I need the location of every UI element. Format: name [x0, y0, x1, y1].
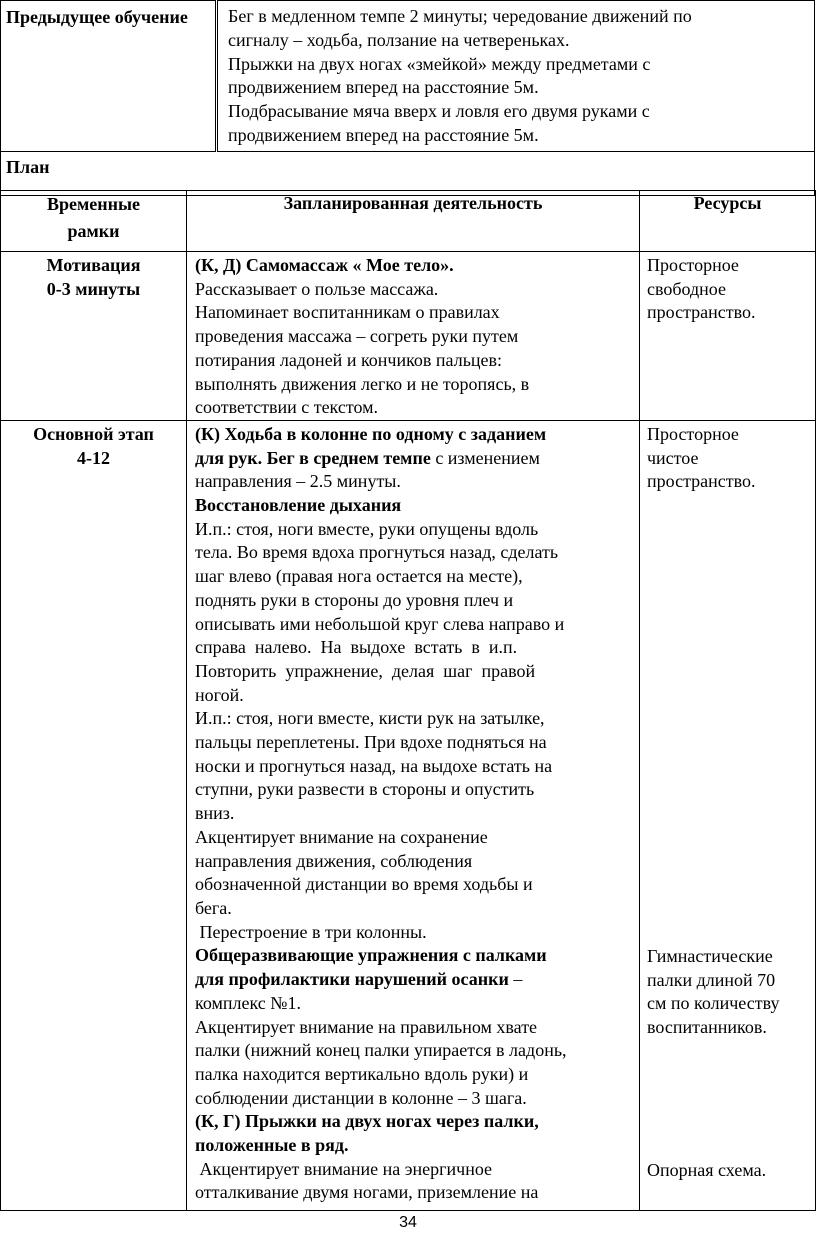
resource-line: свободное: [647, 278, 727, 299]
activity-line: Напоминает воспитанникам о правилах: [195, 302, 500, 323]
row-resources-motivation: [640, 252, 816, 421]
exercise-line: Повторить упражнение, делая шаг правой: [195, 660, 536, 681]
activity-line: потирания ладоней и кончиков пальцев:: [195, 349, 503, 370]
exercise-line: поднять руки в стороны до уровня плеч и: [195, 589, 514, 610]
activity-line: выполнять движения легко и не торопясь, в: [195, 373, 530, 394]
accent-line: бега.: [195, 897, 232, 918]
table-row: [1, 252, 816, 421]
header-activity: [187, 191, 640, 252]
time-label: Мотивация: [46, 255, 141, 275]
accent-line: отталкивание двумя ногами, приземление на: [195, 1182, 539, 1203]
jump-title: (К, Г) Прыжки на двух ногах через палки,: [195, 1111, 539, 1132]
prev-line: продвижением вперед на расстояние 5м.: [228, 77, 539, 98]
previous-learning-content: [217, 1, 815, 152]
accent-line: Акцентирует внимание на энергичное: [195, 1158, 493, 1179]
accent-line: Акцентирует внимание на правильном хвате: [195, 1016, 538, 1037]
activity-text: с изменением: [430, 447, 540, 468]
header-resources: [640, 191, 816, 252]
activity-line: Рассказывает о пользе массажа.: [195, 278, 439, 299]
plan-heading-text: План: [6, 157, 50, 177]
exercise-line: описывать ими небольшой круг слева направо и: [195, 613, 565, 634]
accent-line: палка находится вертикально вдоль руки) и: [195, 1063, 529, 1084]
general-exercises-line: [195, 968, 629, 992]
prev-line: Подбрасывание мяча вверх и ловля его двумя руками с: [228, 101, 650, 122]
header-time: [1, 191, 187, 252]
time-range: 0-3 минуты: [46, 278, 141, 299]
activity-bold: для рук. Бег в среднем темпе: [195, 447, 431, 468]
prev-line: Прыжки на двух ногах «змейкой» между предметами с: [228, 53, 651, 74]
exercise-line: И.п.: стоя, ноги вместе, руки опущены вдоль: [195, 518, 539, 539]
prev-line: продвижением вперед на расстояние 5м.: [228, 124, 539, 145]
resource-line: палки длиной 70: [647, 969, 776, 990]
previous-learning-label-text: Предыдущее обучение: [6, 7, 188, 27]
exercise-line: ногой.: [195, 684, 244, 705]
resource-line: Просторное: [647, 255, 739, 275]
header-activity-text: Запланированная деятельность: [283, 193, 543, 213]
breathing-title: Восстановление дыхания: [195, 495, 402, 516]
page-number: 34: [399, 1214, 417, 1231]
resource-line: чистое: [647, 447, 699, 468]
spacer: [647, 1040, 811, 1159]
accent-line: обозначенной дистанции во время ходьбы и: [195, 874, 533, 895]
row-activity-motivation: [187, 252, 640, 421]
accent-line: Акцентирует внимание на сохранение: [195, 826, 488, 847]
general-exercises-title: Общеразвивающие упражнения с палками: [195, 945, 547, 966]
exercise-line: шаг влево (правая нога остается на месте),: [195, 566, 523, 587]
activity-line: [195, 447, 629, 471]
accent-line: палки (нижний конец палки упирается в ладонь,: [195, 1040, 567, 1061]
accent-line: соблюдении дистанции в колонне – 3 шага.: [195, 1087, 527, 1108]
regroup-line: Перестроение в три колонны.: [195, 921, 427, 942]
general-exercises-text: –: [508, 969, 523, 990]
exercise-line: И.п.: стоя, ноги вместе, кисти рук на затылке,: [195, 708, 545, 729]
general-exercises-bold: для профилактики нарушений осанки: [195, 969, 509, 990]
row-time-main: [1, 420, 187, 1210]
header-resources-text: Ресурсы: [693, 193, 762, 213]
resource-line: пространство.: [647, 302, 756, 323]
activity-line: соответствии с текстом.: [195, 397, 379, 418]
general-exercises-line: комплекс №1.: [195, 992, 301, 1013]
prev-line: Бег в медленном темпе 2 минуты; чередование движений по: [228, 6, 692, 26]
activity-title: (К, Д) Самомассаж « Мое тело».: [195, 255, 454, 275]
resource-line: Просторное: [647, 423, 739, 444]
resource-line: см по количеству: [647, 993, 780, 1014]
exercise-line: вниз.: [195, 803, 235, 824]
time-label: Основной этап: [33, 423, 154, 444]
time-range: 4-12: [77, 447, 110, 468]
activity-line: направления – 2.5 минуты.: [195, 471, 401, 492]
accent-line: направления движения, соблюдения: [195, 850, 473, 871]
resource-line: пространство.: [647, 471, 756, 492]
activity-line: проведения массажа – согреть руки путем: [195, 326, 519, 347]
previous-learning-table: [0, 0, 815, 196]
plan-table-header: [1, 191, 816, 252]
row-resources-main: [640, 420, 816, 1210]
plan-heading: [1, 152, 815, 196]
jump-title: положенные в ряд.: [195, 1135, 349, 1156]
row-activity-main: [187, 420, 640, 1210]
exercise-line: пальцы переплетены. При вдохе подняться на: [195, 732, 547, 753]
plan-table: [0, 190, 816, 1211]
exercise-line: тела. Во время вдоха прогнуться назад, сделать: [195, 542, 559, 563]
prev-line: сигналу – ходьба, ползание на четвереньках.: [228, 29, 570, 50]
exercise-line: носки и прогнуться назад, на выдохе встать на: [195, 755, 553, 776]
activity-title: (К) Ходьба в колонне по одному с заданием: [195, 423, 547, 444]
spacer: [647, 494, 811, 945]
previous-learning-label: [1, 1, 217, 152]
header-time-text: Временные рамки: [46, 194, 141, 241]
exercise-line: справа налево. На выдохе встать в и.п.: [195, 637, 518, 658]
table-row: [1, 420, 816, 1210]
resource-line: Гимнастические: [647, 946, 773, 967]
row-time-motivation: [1, 252, 187, 421]
resource-line: Опорная схема.: [647, 1159, 767, 1180]
exercise-line: ступни, руки развести в стороны и опустить: [195, 779, 535, 800]
resource-line: воспитанников.: [647, 1017, 767, 1038]
